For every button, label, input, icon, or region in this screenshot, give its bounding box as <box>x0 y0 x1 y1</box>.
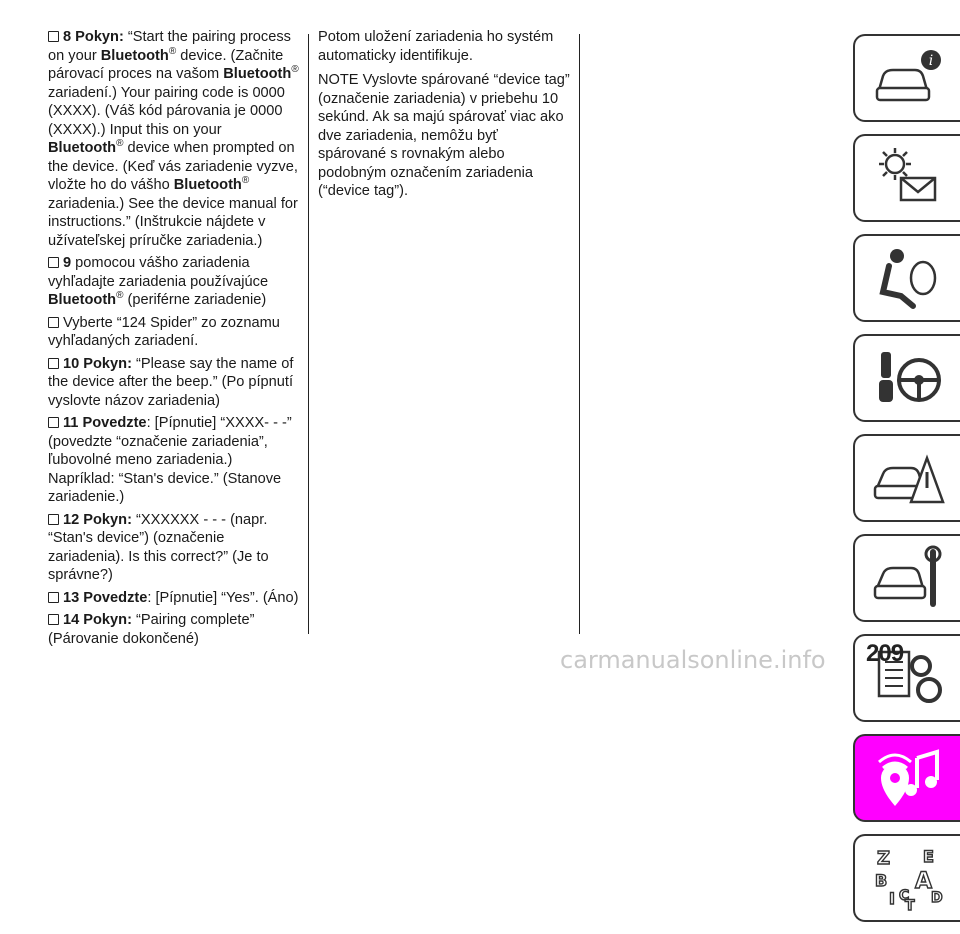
right-column <box>318 28 570 207</box>
maintenance-icon <box>871 544 945 612</box>
svg-text:i: i <box>928 53 933 69</box>
index-letter-d: D <box>930 890 943 906</box>
watermark: carmanualsonline.info <box>560 646 826 674</box>
step-13: 13 Povedzte: [Pípnutie] “Yes”. (Áno) <box>48 589 300 608</box>
paragraph-note: NOTE Vyslovte spárované “device tag” (označenie zariadenia) v priebehu 10 sekúnd. Ak sa majú spárovať viac ako dve zariadenia, nemôžu byť spárované s rovnakým alebo podobným označením zariadenia (“device tag”). <box>318 72 570 199</box>
step-select: Vyberte “124 Spider” zo zoznamu vyhľadaných zariadení. <box>48 314 280 349</box>
tab-multimedia[interactable] <box>853 734 960 822</box>
step-12: 12 Pokyn: “XXXXXX - - - (napr. “Stan's device”) (označenie zariadenia). Is this correct?” (Je to správne?) <box>48 511 269 583</box>
index-letter-t: T <box>904 898 915 912</box>
tab-emergency[interactable] <box>853 434 960 522</box>
multimedia-icon <box>871 744 945 812</box>
checkbox-icon <box>48 257 59 268</box>
step-8: 8 Pokyn: “Start the pairing process on your Bluetooth® device. (Začnite párovací proces na vašom Bluetooth® zariadení.) Your pairing code is 0000 (XXXX). (Váš kód párovania je 0000 (XXXX).) Input this on your Bluetooth® device when prompted on the device. (Keď vás zariadenie vyzve, vložte ho do vášho Bluetooth® zariadenia.) See the device manual for instructions.” (Inštrukcie nájdete v užívateľskej príručke zariadenia.) <box>48 29 299 249</box>
chapter-tabs <box>853 34 960 934</box>
index-letter-a: A <box>914 869 932 894</box>
tab-warning-lights[interactable] <box>853 134 960 222</box>
left-column <box>48 28 300 652</box>
checkbox-icon <box>48 614 59 625</box>
tab-index[interactable] <box>853 834 960 922</box>
emergency-icon <box>871 444 945 512</box>
checkbox-icon <box>48 592 59 603</box>
key-steering-icon <box>871 344 945 412</box>
column-divider-right <box>579 34 580 634</box>
checkbox-icon <box>48 514 59 525</box>
tab-maintenance[interactable] <box>853 534 960 622</box>
checkbox-icon <box>48 417 59 428</box>
tab-key-steering[interactable] <box>853 334 960 422</box>
index-letter-e: E <box>922 847 934 866</box>
index-letter-z: Z <box>876 848 890 869</box>
warning-lights-icon <box>871 144 945 212</box>
tab-car-info[interactable] <box>853 34 960 122</box>
checkbox-icon <box>48 317 59 328</box>
step-11: 11 Povedzte: [Pípnutie] “XXXX- - -” (povedzte “označenie zariadenia”, ľubovolné meno zariadenia.) Napríklad: “Stan's device.” (Stanove zariadenie.) <box>48 415 292 505</box>
tab-seat-airbag[interactable] <box>853 234 960 322</box>
index-letter-c: C <box>898 888 909 904</box>
checkbox-icon <box>48 358 59 369</box>
column-divider-left <box>308 34 309 634</box>
index-letter-i: I <box>888 889 895 908</box>
page-number: 209 <box>866 640 904 667</box>
index-letter-b: B <box>874 871 887 890</box>
index-icon <box>871 844 945 912</box>
step-9: 9 pomocou vášho zariadenia vyhľadajte zariadenia používajúce Bluetooth® (periférne zariadenie) <box>48 255 269 308</box>
car-info-icon <box>871 44 945 112</box>
step-10: 10 Pokyn: “Please say the name of the device after the beep.” (Po pípnutí vyslovte názov zariadenia) <box>48 355 294 409</box>
seat-airbag-icon <box>871 244 945 312</box>
step-14: 14 Pokyn: “Pairing complete” (Párovanie dokončené) <box>48 612 255 647</box>
checkbox-icon <box>48 31 59 42</box>
paragraph-auto-identify: Potom uložení zariadenia ho systém automaticky identifikuje. <box>318 29 554 64</box>
